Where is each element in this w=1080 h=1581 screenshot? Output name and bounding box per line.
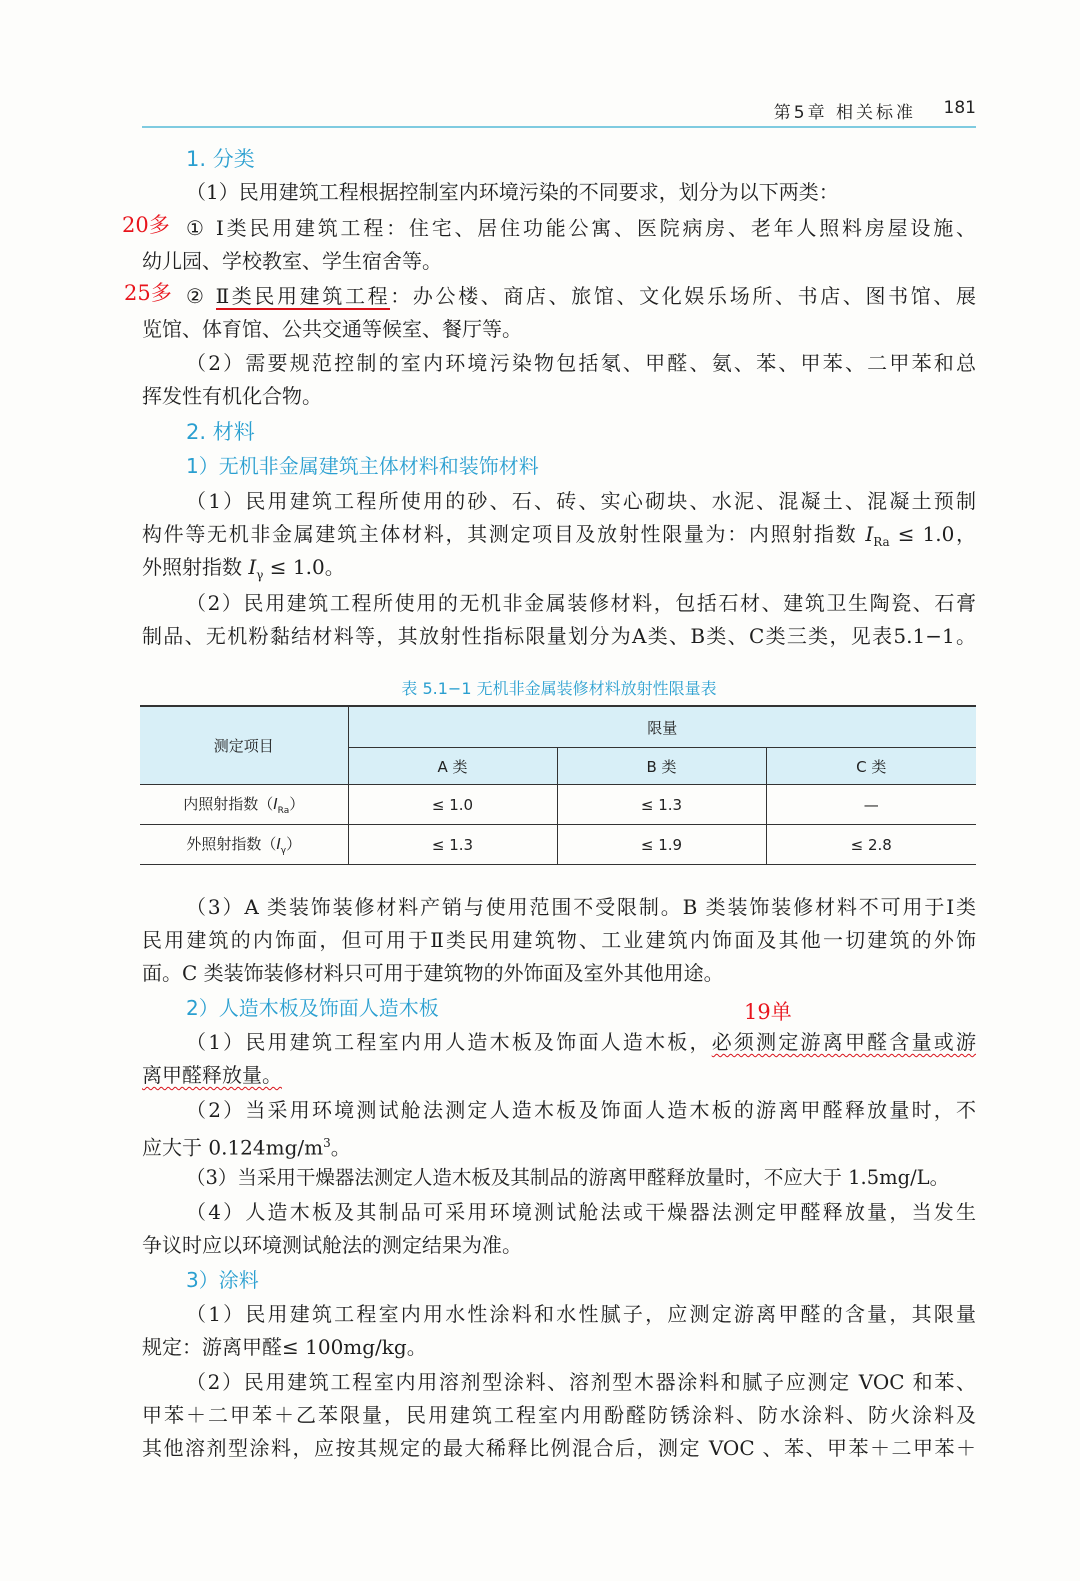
paragraph-line: （2）需要规范控制的室内环境污染物包括氡、甲醛、氨、苯、甲苯、二甲苯和总 [186,351,976,375]
symbol: I [865,522,874,546]
paragraph-line [186,1030,976,1054]
table-row [140,785,976,825]
paragraph-line: （2）民用建筑工程所使用的无机非金属装修材料，包括石材、建筑卫生陶瓷、石膏 [186,591,976,615]
paragraph-line: 规定：游离甲醛≤ 100mg/kg。 [142,1335,427,1359]
superscript: 3 [323,1136,331,1150]
paragraph-line: （4）人造木板及其制品可采用环境测试舱法或干燥器法测定甲醛释放量，当发生 [186,1200,976,1224]
paragraph-line: （1）民用建筑工程根据控制室内环境污染的不同要求，划分为以下两类： [186,180,839,204]
table-cell: ≤ 1.0 [348,785,557,825]
handwritten-note: 20多 [122,213,170,237]
inline-text: 。 [330,1135,351,1160]
paragraph-line: 制品、无机粉黏结材料等，其放射性指标限量划分为A类、B类、C类三类，见表5.1−1。 [142,624,976,648]
table-cell: ≤ 1.3 [557,785,766,825]
paragraph-line [142,555,976,587]
paragraph-line [186,284,976,308]
paragraph-line: （3）A 类装饰装修材料产销与使用范围不受限制。B 类装饰装修材料不可用于Ⅰ类 [186,895,976,919]
paragraph-line: （2）当采用环境测试舱法测定人造木板及饰面人造木板的游离甲醛释放量时，不 [186,1098,976,1122]
inline-text: 外照射指数 [142,555,249,579]
paragraph-line: ① Ⅰ类民用建筑工程：住宅、居住功能公寓、医院病房、老年人照料房屋设施、 [186,216,976,240]
handwritten-note: 25多 [124,281,172,305]
inline-text: （1）民用建筑工程室内用人造木板及饰面人造木板， [186,1030,712,1054]
page-number: 181 [943,98,976,118]
table-cell-label: 外照射指数$(I_\gamma)$ [140,825,348,865]
table-header-class-a: A 类 [348,748,557,785]
item-marker: ② [186,284,207,308]
paragraph-line: （1）民用建筑工程所使用的砂、石、砖、实心砌块、水泥、混凝土、混凝土预制 [186,489,976,513]
page-header [142,96,976,128]
paragraph-line: （2）民用建筑工程室内用溶剂型涂料、溶剂型木器涂料和腻子应测定 VOC 和苯、 [186,1370,976,1394]
paragraph-line: 挥发性有机化合物。 [142,384,322,408]
paragraph-line [142,522,976,554]
paragraph-line [142,1063,976,1087]
paragraph-line: 民用建筑的内饰面，但可用于Ⅱ类民用建筑物、工业建筑内饰面及其他一切建筑的外饰 [142,928,976,952]
table-row [140,825,976,865]
table-header-item: 测定项目 [140,706,348,785]
inline-text: ：办公楼、商店、旅馆、文化娱乐场所、书店、图书馆、展 [390,284,977,308]
subscript: γ [256,568,264,582]
handwritten-note: 19单 [744,1000,792,1024]
paragraph-line [142,1131,976,1160]
underlined-phrase: 必须测定游离甲醛含量或游 [711,1030,977,1054]
paragraph-line: 甲苯＋二甲苯＋乙苯限量，民用建筑工程室内用酚醛防锈涂料、防水涂料、防火涂料及 [142,1403,976,1427]
table-cell-label: 内照射指数$(I_{Ra})$ [140,785,348,825]
table-cell: — [766,785,976,825]
inline-text: ≤ 1.0。 [263,555,345,579]
inline-text: 构件等无机非金属建筑主体材料，其测定项目及放射性限量为：内照射指数 [142,522,866,546]
chapter-title: 第5章 相关标准 [773,103,916,123]
table-cell: ≤ 2.8 [766,825,976,865]
table-cell: ≤ 1.3 [348,825,557,865]
underlined-phrase: 离甲醛释放量。 [142,1063,282,1087]
section-heading-classification: 1. 分类 [186,147,255,171]
radioactivity-limit-table [140,705,976,865]
table-header-limit: 限量 [348,706,976,748]
table-header-class-b: B 类 [557,748,766,785]
underlined-phrase: Ⅱ类民用建筑工程 [215,284,391,308]
table-caption: 表 5.1−1 无机非金属装修材料放射性限量表 [401,679,717,698]
table-header-class-c: C 类 [766,748,976,785]
inline-text: 应大于 0.124mg/m [142,1135,324,1160]
subsection-heading: 1）无机非金属建筑主体材料和装饰材料 [186,454,539,478]
paragraph-line: （1）民用建筑工程室内用水性涂料和水性腻子，应测定游离甲醛的含量，其限量 [186,1302,976,1326]
paragraph-line: 览馆、体育馆、公共交通等候室、餐厅等。 [142,317,522,341]
symbol: I [248,555,257,579]
paragraph-line: 幼儿园、学校教室、学生宿舍等。 [142,249,442,273]
paragraph-line: （3）当采用干燥器法测定人造木板及其制品的游离甲醛释放量时，不应大于 1.5mg/L。 [186,1166,950,1189]
paragraph-line: 面。C 类装饰装修材料只可用于建筑物的外饰面及室外其他用途。 [142,961,724,985]
paragraph-line: 争议时应以环境测试舱法的测定结果为准。 [142,1233,522,1257]
inline-text: ≤ 1.0， [889,522,977,546]
table-cell: ≤ 1.9 [557,825,766,865]
subsection-heading: 2）人造木板及饰面人造木板 [186,996,439,1020]
paragraph-line: 其他溶剂型涂料，应按其规定的最大稀释比例混合后，测定 VOC 、苯、甲苯＋二甲苯＋ [142,1436,976,1460]
subscript: Ra [873,535,890,549]
section-heading-materials: 2. 材料 [186,420,255,444]
subsection-heading: 3）涂料 [186,1268,259,1292]
